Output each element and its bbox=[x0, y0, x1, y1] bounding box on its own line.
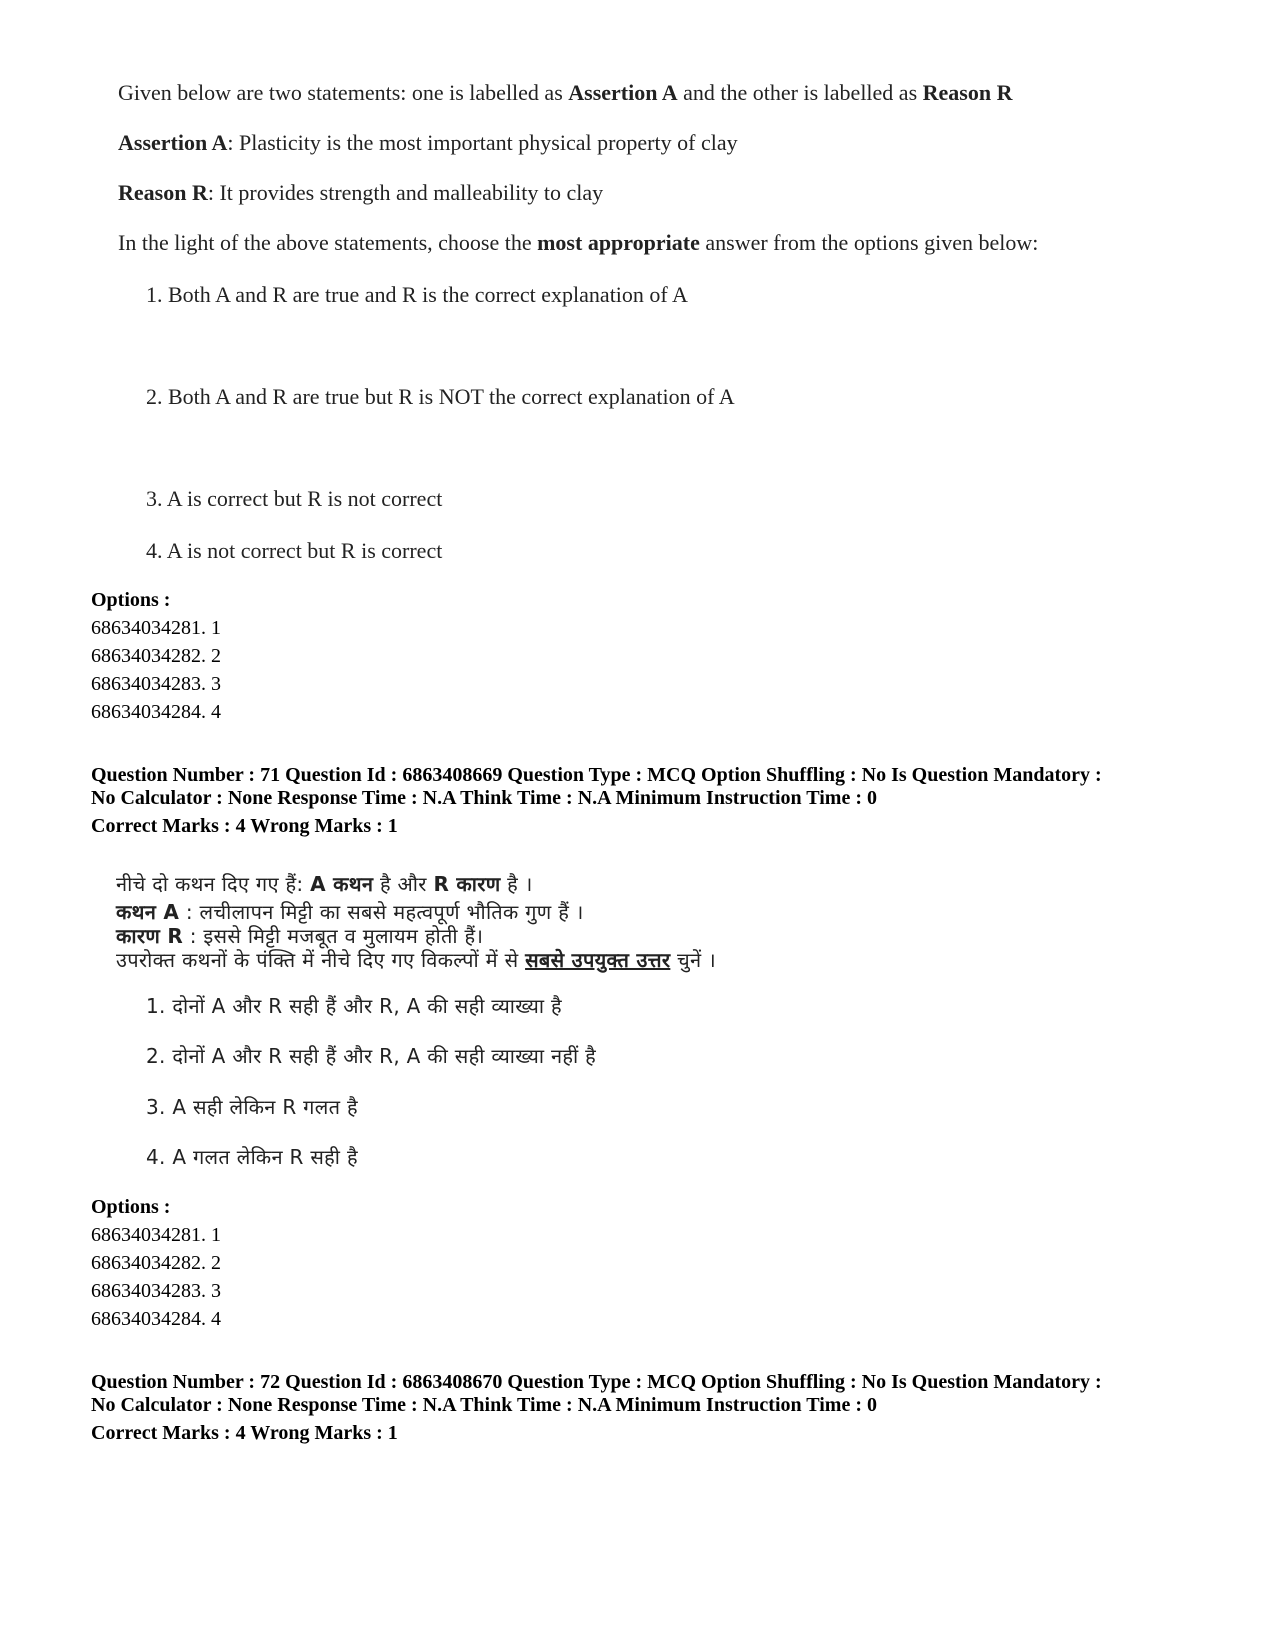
q70-choice-4: 4. A is not correct but R is correct bbox=[146, 538, 443, 563]
q71-hi-choice-3: 3. A सही लेकिन R गलत है bbox=[146, 1095, 358, 1119]
q71-hi-choice-1: 1. दोनों A और R सही हैं और R, A की सही व्याख्या है bbox=[146, 994, 562, 1018]
q70-assertion: Assertion A: Plasticity is the most important physical property of clay bbox=[118, 130, 738, 155]
q71-option-3: 68634034283. 3 bbox=[91, 1280, 221, 1302]
q70-intro: Given below are two statements: one is labelled as Assertion A and the other is labelled as Reason R bbox=[118, 80, 1013, 105]
q71-meta-line-2: No Calculator : None Response Time : N.A Think Time : N.A Minimum Instruction Time : 0 bbox=[91, 787, 877, 809]
q71-hi-assertion: कथन A : लचीलापन मिट्टी का सबसे महत्वपूर्ण भौतिक गुण हैं । bbox=[116, 900, 584, 924]
q71-meta-line-1: Question Number : 71 Question Id : 6863408669 Question Type : MCQ Option Shuffling : No Is Question Mandatory : bbox=[91, 764, 1102, 786]
q72-marks: Correct Marks : 4 Wrong Marks : 1 bbox=[91, 1422, 398, 1444]
q70-choice-3: 3. A is correct but R is not correct bbox=[146, 486, 443, 511]
q71-option-4: 68634034284. 4 bbox=[91, 1308, 221, 1330]
q72-meta-line-2: No Calculator : None Response Time : N.A Think Time : N.A Minimum Instruction Time : 0 bbox=[91, 1394, 877, 1416]
q70-option-1: 68634034281. 1 bbox=[91, 617, 221, 639]
q71-options-label: Options : bbox=[91, 1196, 171, 1218]
q71-hi-instruction: उपरोक्त कथनों के पंक्ति में नीचे दिए गए विकल्पों में से सबसे उपयुक्त उत्तर चुनें । bbox=[116, 948, 716, 972]
q70-option-2: 68634034282. 2 bbox=[91, 645, 221, 667]
q71-marks: Correct Marks : 4 Wrong Marks : 1 bbox=[91, 815, 398, 837]
q70-option-4: 68634034284. 4 bbox=[91, 701, 221, 723]
q71-hi-intro: नीचे दो कथन दिए गए हैं: A कथन है और R कारण है । bbox=[116, 872, 533, 896]
q70-options-label: Options : bbox=[91, 589, 171, 611]
q71-hi-choice-4: 4. A गलत लेकिन R सही है bbox=[146, 1145, 358, 1169]
q70-choice-1: 1. Both A and R are true and R is the correct explanation of A bbox=[146, 282, 688, 307]
q70-option-3: 68634034283. 3 bbox=[91, 673, 221, 695]
q71-hi-choice-2: 2. दोनों A और R सही हैं और R, A की सही व्याख्या नहीं है bbox=[146, 1044, 597, 1068]
q70-instruction: In the light of the above statements, choose the most appropriate answer from the options given below: bbox=[118, 230, 1039, 255]
q71-option-2: 68634034282. 2 bbox=[91, 1252, 221, 1274]
q72-meta-line-1: Question Number : 72 Question Id : 6863408670 Question Type : MCQ Option Shuffling : No Is Question Mandatory : bbox=[91, 1371, 1102, 1393]
q71-option-1: 68634034281. 1 bbox=[91, 1224, 221, 1246]
q70-choice-2: 2. Both A and R are true but R is NOT the correct explanation of A bbox=[146, 384, 735, 409]
q71-hi-reason: कारण R : इससे मिट्टी मजबूत व मुलायम होती हैं। bbox=[116, 924, 484, 948]
q70-reason: Reason R: It provides strength and malleability to clay bbox=[118, 180, 604, 205]
